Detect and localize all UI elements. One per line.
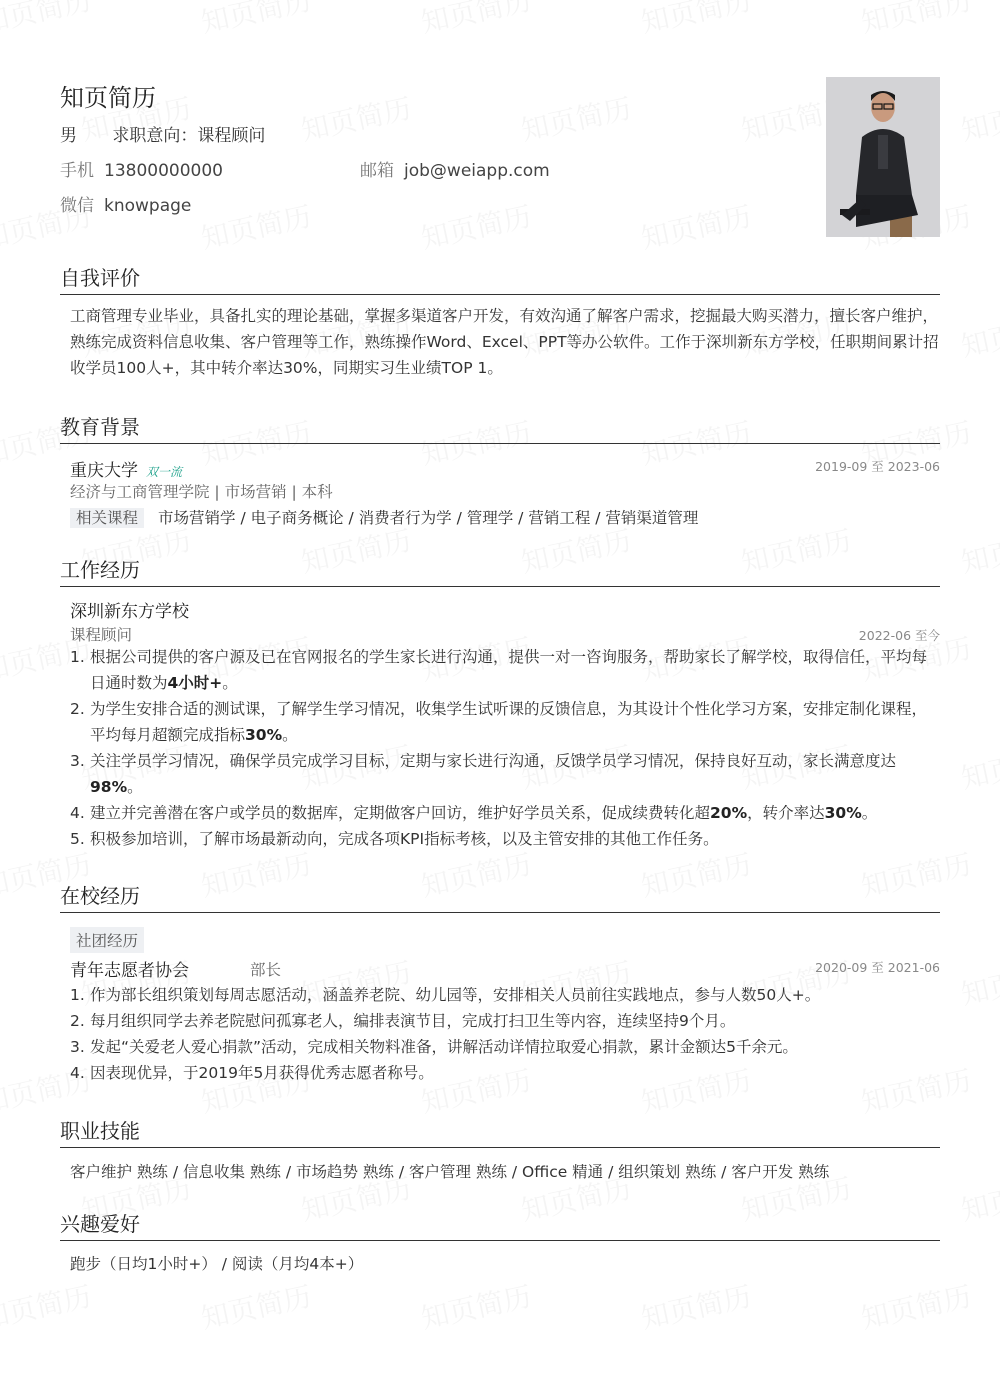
list-item: 1. 根据公司提供的客户源及已在官网报名的学生家长进行沟通，提供一对一咨询服务，帮助家长了解学校，取得信任，平均每日通时数为4小时+。 xyxy=(70,648,928,692)
club-role: 部长 xyxy=(250,961,282,979)
list-item: 2. 为学生安排合适的测试课，了解学生学习情况，收集学生试听课的反馈信息，为其设计个性化学习方案，安排定制化课程，平均每月超额完成指标30%。 xyxy=(70,700,928,744)
email-row xyxy=(360,156,550,181)
watermark-text xyxy=(637,0,755,41)
watermark-text xyxy=(417,0,535,41)
person-photo-illustration xyxy=(826,77,940,237)
watermark-text xyxy=(957,1167,1000,1229)
list-item: 4. 建立并完善潜在客户或学员的数据库，定期做客户回访，维护好学员关系，促成续费转化超20%，转介率达30%。 xyxy=(70,804,878,822)
wechat-row xyxy=(60,191,191,216)
watermark-text xyxy=(0,1275,95,1337)
candidate-name: 知页简历 xyxy=(60,84,156,112)
watermark-text xyxy=(197,195,315,257)
watermark-text xyxy=(957,519,1000,581)
section-title-self-eval: 自我评价 xyxy=(60,262,940,295)
skills-text: 客户维护 熟练 / 信息收集 熟练 / 市场趋势 熟练 / 客户管理 熟练 / Office 精通 / 组织策划 熟练 / 客户开发 熟练 xyxy=(70,1163,830,1181)
section-title-hobbies: 兴趣爱好 xyxy=(60,1208,940,1241)
company-name: 深圳新东方学校 xyxy=(70,602,189,622)
list-item: 3. 关注学员学习情况，确保学员完成学习目标，定期与家长进行沟通，反馈学员学习情况，保持良好互动，家长满意度达98%。 xyxy=(70,752,897,796)
courses-row xyxy=(70,506,698,528)
watermark-text xyxy=(297,87,415,149)
basic-info xyxy=(60,121,265,146)
watermark-text xyxy=(957,951,1000,1013)
job-intent: 求职意向：课程顾问 xyxy=(112,126,266,146)
school-tag: 双一流 xyxy=(146,465,183,479)
hobbies-text: 跑步（日均1小时+） / 阅读（月均4本+） xyxy=(70,1255,364,1273)
education-date: 2019-09 至 2023-06 xyxy=(815,459,940,474)
email-label: 邮箱 xyxy=(360,161,394,181)
list-item: 2. 每月组织同学去养老院慰问孤寡老人，编排表演节目，完成打扫卫生等内容，连续坚持9个月。 xyxy=(70,1012,736,1030)
phone-value: 13800000000 xyxy=(104,161,223,181)
watermark-text xyxy=(957,303,1000,365)
education-detail: 经济与工商管理学院 | 市场营销 | 本科 xyxy=(70,483,333,501)
phone-row xyxy=(60,156,223,181)
work-date: 2022-06 至今 xyxy=(858,628,940,643)
section-title-skills: 职业技能 xyxy=(60,1115,940,1148)
campus-activities-list xyxy=(70,982,940,1086)
list-item: 4. 因表现优异，于2019年5月获得优秀志愿者称号。 xyxy=(70,1064,434,1082)
watermark-text xyxy=(0,0,95,41)
gender: 男 xyxy=(60,126,77,146)
club-category-chip: 社团经历 xyxy=(70,927,144,953)
watermark-text xyxy=(857,1275,975,1337)
watermark-text xyxy=(197,1275,315,1337)
wechat-value: knowpage xyxy=(104,196,192,216)
watermark-text xyxy=(637,1275,755,1337)
watermark-text xyxy=(417,1275,535,1337)
email-value[interactable]: job@weiapp.com xyxy=(404,161,550,181)
watermark-text xyxy=(417,195,535,257)
list-item: 5. 积极参加培训，了解市场最新动向，完成各项KPI指标考核，以及主管安排的其他工作任务。 xyxy=(70,830,719,848)
job-role: 课程顾问 xyxy=(70,626,133,644)
club-name: 青年志愿者协会 xyxy=(70,961,189,981)
profile-photo xyxy=(826,77,940,237)
work-duties-list xyxy=(70,644,940,852)
school-name: 重庆大学 xyxy=(70,461,138,481)
watermark-text xyxy=(957,87,1000,149)
watermark-text xyxy=(857,0,975,41)
section-title-work: 工作经历 xyxy=(60,554,940,587)
courses-label: 相关课程 xyxy=(70,508,144,528)
club-date: 2020-09 至 2021-06 xyxy=(815,960,940,975)
section-title-education: 教育背景 xyxy=(60,411,940,444)
watermark-text xyxy=(517,87,635,149)
watermark-text xyxy=(197,0,315,41)
list-item: 3. 发起“关爱老人爱心捐款”活动，完成相关物料准备，讲解活动详情拉取爱心捐款，累计金额达5千余元。 xyxy=(70,1038,798,1056)
list-item: 1. 作为部长组织策划每周志愿活动，涵盖养老院、幼儿园等，安排相关人员前往实践地点，参与人数50人+。 xyxy=(70,986,821,1004)
wechat-label: 微信 xyxy=(60,196,94,216)
watermark-text xyxy=(637,195,755,257)
school-name-row xyxy=(70,456,182,481)
section-title-campus: 在校经历 xyxy=(60,880,940,913)
self-eval-text: 工商管理专业毕业，具备扎实的理论基础，掌握多渠道客户开发，有效沟通了解客户需求，挖掘最大购买潜力，擅长客户维护，熟练完成资料信息收集、客户管理等工作，熟练操作Word、Excel、PPT等办公软件。工作于深圳新东方学校，任职期间累计招收学员100人+，其中转介率达30%，同期实习生业绩TOP 1。 xyxy=(70,307,939,377)
watermark-text xyxy=(957,735,1000,797)
courses-list: 市场营销学 / 电子商务概论 / 消费者行为学 / 管理学 / 营销工程 / 营销渠道管理 xyxy=(158,509,699,527)
phone-label: 手机 xyxy=(60,161,94,181)
